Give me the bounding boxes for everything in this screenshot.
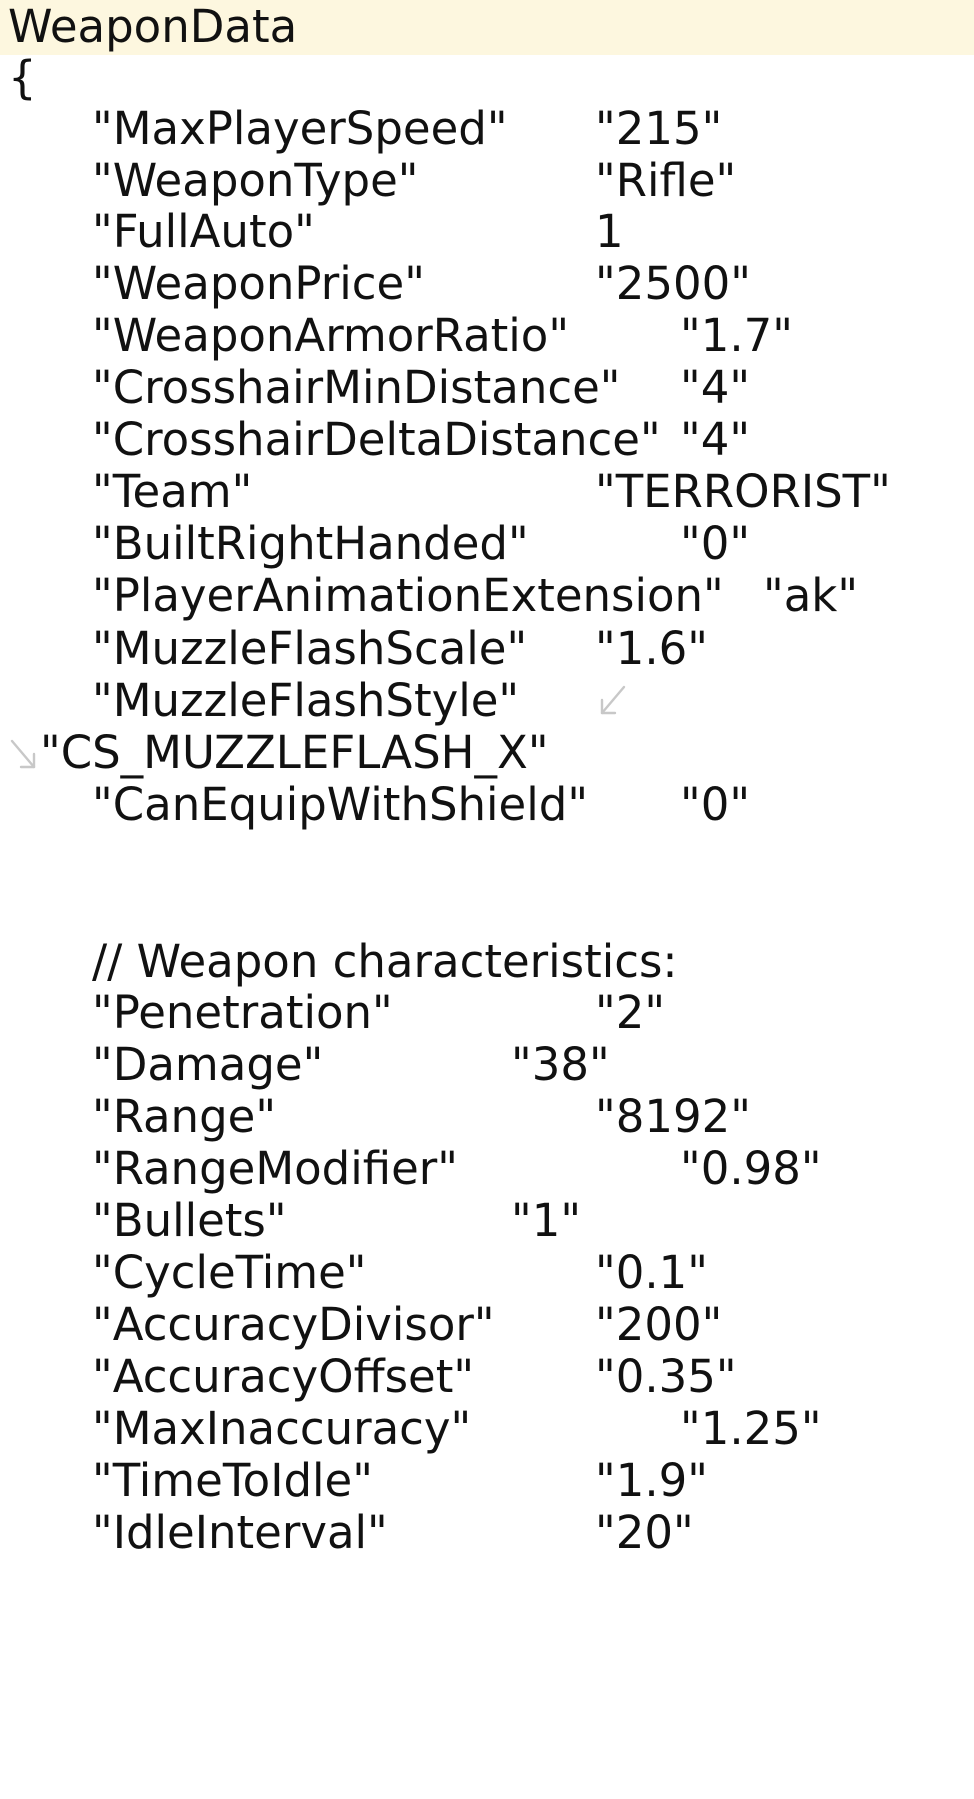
open-brace: { [8,51,37,104]
property-key: "IdleInterval" [92,1506,388,1559]
property-value: "38" [511,1038,610,1091]
property-value: "ak" [763,569,859,622]
property-value: "0.35" [595,1350,737,1403]
code-line[interactable] [0,514,974,574]
property-value: "1.7" [680,309,793,362]
code-line[interactable] [0,619,974,679]
property-value: "0" [680,778,751,831]
document-title [8,0,297,57]
property-key: "TimeToIdle" [92,1454,373,1507]
code-line[interactable] [0,202,974,262]
property-key: "Range" [92,1090,277,1143]
property-value: "1" [511,1194,582,1247]
property-value: 1 [595,205,624,258]
property-key: "MuzzleFlashStyle" [92,674,520,727]
property-value: "0.98" [680,1142,822,1195]
code-line[interactable] [0,1451,974,1511]
code-line[interactable] [0,306,974,366]
property-key: "Penetration" [92,986,393,1039]
property-value: "4" [680,361,751,414]
property-value: "1.6" [595,622,708,675]
code-line[interactable] [0,983,974,1043]
property-value: "0" [680,517,751,570]
title-text: WeaponData [8,0,298,53]
property-key: "WeaponType" [92,154,419,207]
property-key: "WeaponPrice" [92,257,425,310]
property-key: "CrosshairDeltaDistance" [92,413,661,466]
code-line[interactable] [0,1035,974,1095]
code-line[interactable] [0,775,974,835]
property-value: "Rifle" [595,154,737,207]
property-key: "WeaponArmorRatio" [92,309,570,362]
code-line[interactable] [0,99,974,159]
property-value: "20" [595,1506,694,1559]
property-value: "200" [595,1298,723,1351]
wrap-continues-icon [596,683,628,719]
code-line[interactable] [0,1503,974,1563]
code-line[interactable] [0,1087,974,1147]
property-key: "AccuracyOffset" [92,1350,475,1403]
property-key: "CanEquipWithShield" [92,778,589,831]
code-line[interactable] [0,1243,974,1303]
property-key: "PlayerAnimationExtension" [92,569,724,622]
code-line[interactable] [0,462,974,522]
code-line[interactable] [0,1191,974,1251]
property-key: "BuiltRightHanded" [92,517,529,570]
property-key: "Damage" [92,1038,324,1091]
code-line-continuation[interactable] [0,723,974,783]
property-key: "Bullets" [92,1194,287,1247]
code-line[interactable] [0,1347,974,1407]
property-key: "AccuracyDivisor" [92,1298,495,1351]
code-line[interactable] [0,1139,974,1199]
property-value: "0.1" [595,1246,708,1299]
property-key: "FullAuto" [92,205,315,258]
property-value: "1.25" [680,1402,822,1455]
property-key: "CycleTime" [92,1246,367,1299]
property-key: "MaxPlayerSpeed" [92,102,508,155]
code-line-wrapped[interactable] [0,671,974,731]
property-key: "CrosshairMinDistance" [92,361,621,414]
property-value: "1.9" [595,1454,708,1507]
property-value: "8192" [595,1090,751,1143]
property-key: "MaxInaccuracy" [92,1402,472,1455]
code-line[interactable] [0,1399,974,1459]
property-key: "RangeModifier" [92,1142,458,1195]
wrap-continued-icon [8,737,40,773]
property-key: "MuzzleFlashScale" [92,622,528,675]
property-value: "CS_MUZZLEFLASH_X" [40,726,549,779]
property-value: "4" [680,413,751,466]
property-key: "Team" [92,465,253,518]
property-value: "2" [595,986,666,1039]
code-line[interactable] [0,566,974,626]
property-value: "TERRORIST" [595,465,891,518]
code-line[interactable] [0,254,974,314]
property-value: "2500" [595,257,751,310]
code-line[interactable] [0,358,974,418]
property-value: "215" [595,102,723,155]
code-line[interactable] [0,1295,974,1355]
code-line[interactable] [0,410,974,470]
code-comment: // Weapon characteristics: [92,935,678,988]
